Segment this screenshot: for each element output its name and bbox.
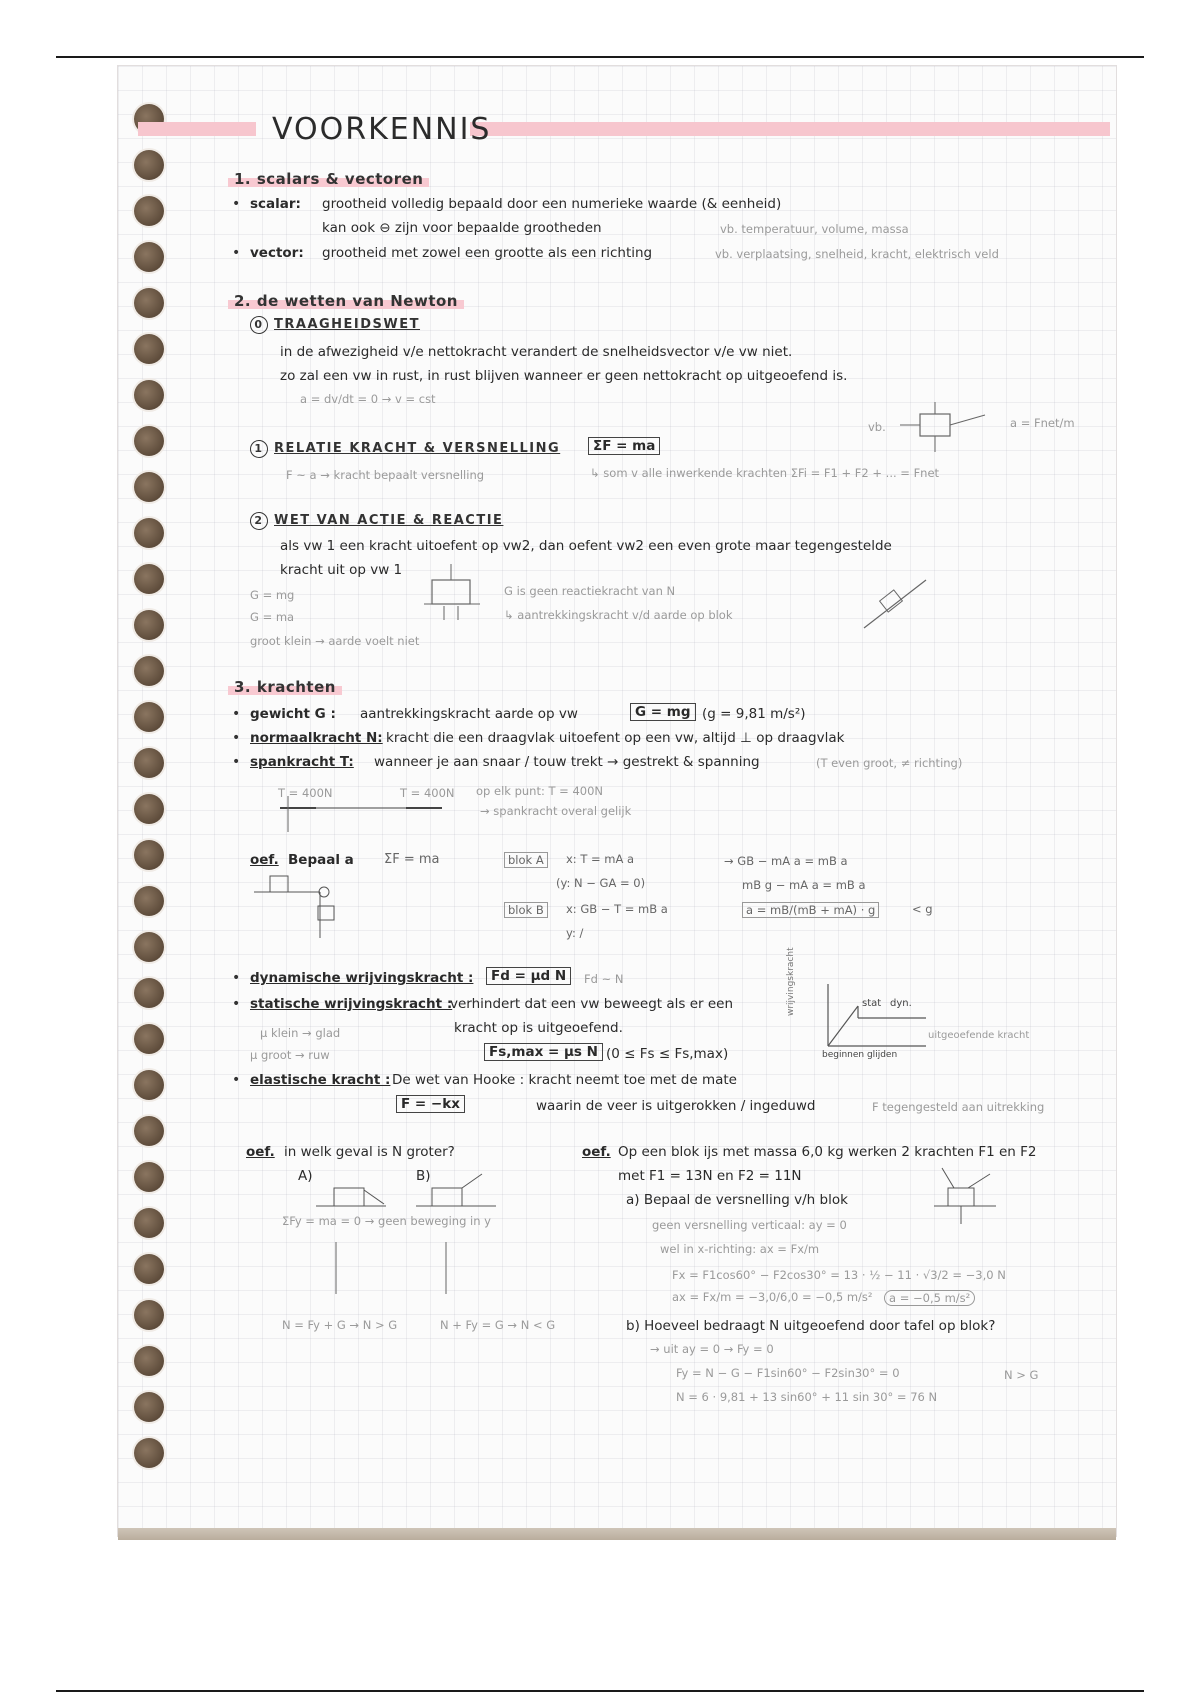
- res-3: a = mB/(mB + mA) · g: [742, 902, 879, 918]
- blok-b-x: x: GB − T = mB a: [566, 902, 668, 916]
- law1-formula: ΣF = ma: [588, 438, 660, 454]
- oef2-force-diagrams: [296, 1236, 476, 1302]
- sec1-heading: 1. scalars & vectoren: [228, 170, 429, 188]
- span-text: wanneer je aan snaar / touw trekt → gestrekt & spanning: [374, 754, 760, 770]
- binder-hole: [134, 242, 164, 272]
- oef1-sum: ΣF = ma: [384, 852, 440, 867]
- elast-text2: waarin de veer is uitgerokken / ingeduwd: [536, 1098, 816, 1114]
- law2-g3: groot klein → aarde voelt niet: [250, 634, 420, 648]
- binder-hole: [134, 978, 164, 1008]
- graph-y-label: wrijvingskracht: [786, 947, 796, 1016]
- page-title: VOORKENNIS: [272, 112, 492, 147]
- binder-hole: [134, 1392, 164, 1422]
- binder-hole: [134, 1438, 164, 1468]
- span-label: spankracht T:: [250, 754, 354, 770]
- stat-formula: Fs,max = μs N: [484, 1044, 603, 1060]
- top-rule: [56, 56, 1144, 58]
- binder-hole: [134, 886, 164, 916]
- binder-hole: [134, 702, 164, 732]
- oef2-diagrams: [316, 1170, 536, 1216]
- vector-text: grootheid met zowel een grootte als een richting: [322, 245, 653, 261]
- law1-title: 1 RELATIE KRACHT & VERSNELLING: [250, 440, 560, 458]
- oef3-qa3: Fx = F1cos60° − F2cos30° = 13 · ½ − 11 · √3/2 = −3,0 N: [672, 1268, 1006, 1282]
- binder-hole: [134, 794, 164, 824]
- blok-a-x: x: T = mA a: [566, 852, 635, 866]
- law0-line1: in de afwezigheid v/e nettokracht verandert de snelheidsvector v/e vw niet.: [280, 344, 793, 360]
- oef2-question: in welk geval is N groter?: [284, 1144, 455, 1160]
- oef3-qa5: a = −0,5 m/s²: [884, 1290, 975, 1306]
- binder-hole: [134, 288, 164, 318]
- binder-hole: [134, 334, 164, 364]
- law0-formula: a = dv/dt = 0 → v = cst: [300, 392, 436, 406]
- law2-g2: G = ma: [250, 610, 295, 624]
- binder-hole: [134, 656, 164, 686]
- dyn-note: Fd ~ N: [584, 972, 624, 986]
- gewicht-label: gewicht G :: [250, 706, 336, 722]
- law1-sum: ↳ som v alle inwerkende krachten ΣFi = F1 + F2 + ... = Fnet: [590, 466, 940, 480]
- oef2-res-b: N + Fy = G → N < G: [440, 1318, 556, 1332]
- binder-hole: [134, 1346, 164, 1376]
- law0-title: 0 TRAAGHEIDSWET: [250, 316, 420, 334]
- binder-hole: [134, 1254, 164, 1284]
- friction-graph: [814, 980, 934, 1060]
- bullet: •: [232, 754, 241, 770]
- law0-block-diagram: [890, 400, 1000, 456]
- oef1-label: oef.: [250, 852, 279, 868]
- oef3-qb3: N = 6 · 9,81 + 13 sin60° + 11 sin 30° = 76 N: [676, 1390, 938, 1404]
- vector-example: vb. verplaatsing, snelheid, kracht, elektrisch veld: [715, 247, 999, 261]
- sheet-edge: [118, 1528, 1116, 1540]
- oef2-label: oef.: [246, 1144, 275, 1160]
- span-note: (T even groot, ≠ richting): [816, 756, 963, 770]
- sec3-heading: 3. krachten: [228, 678, 342, 696]
- mu-note-2: μ groot → ruw: [250, 1048, 330, 1062]
- binder-hole: [134, 1162, 164, 1192]
- stat-range: (0 ≤ Fs ≤ Fs,max): [606, 1046, 729, 1062]
- graph-stat: stat: [862, 998, 882, 1009]
- oef1-pulley-diagram: [254, 872, 354, 942]
- gewicht-formula: G = mg: [630, 704, 696, 720]
- bullet: •: [232, 196, 241, 212]
- oef3-qa2: wel in x-richting: ax = Fx/m: [660, 1242, 820, 1256]
- law0-vb: vb.: [868, 420, 886, 434]
- binder-hole: [134, 1024, 164, 1054]
- oef3-block-diagram: [930, 1164, 1000, 1228]
- oef3-qb1: → uit ay = 0 → Fy = 0: [650, 1342, 774, 1356]
- binder-hole: [134, 932, 164, 962]
- oef3-line2: met F1 = 13N en F2 = 11N: [618, 1168, 802, 1184]
- graph-x2-label: beginnen glijden: [822, 1050, 898, 1060]
- span-equal: → spankracht overal gelijk: [480, 804, 632, 818]
- scalar-label: scalar:: [250, 196, 301, 212]
- elast-text1: De wet van Hooke : kracht neemt toe met de mate: [392, 1072, 737, 1088]
- oef3-qb-side: N > G: [1004, 1368, 1039, 1382]
- oef3-qa1: geen versnelling verticaal: ay = 0: [652, 1218, 847, 1232]
- bottom-rule: [56, 1690, 1144, 1692]
- gewicht-g: (g = 9,81 m/s²): [702, 706, 806, 722]
- binder-hole: [134, 518, 164, 548]
- law1-note: F ~ a → kracht bepaalt versnelling: [286, 468, 485, 482]
- binder-hole: [134, 748, 164, 778]
- binder-hole: [134, 840, 164, 870]
- law2-line1: als vw 1 een kracht uitoefent op vw2, dan oefent vw2 een even grote maar tegengestelde: [280, 538, 892, 554]
- gewicht-text: aantrekkingskracht aarde op vw: [360, 706, 578, 722]
- law2-g1: G = mg: [250, 588, 295, 602]
- binder-hole: [134, 564, 164, 594]
- binder-hole: [134, 1300, 164, 1330]
- law2-n1: G is geen reactiekracht van N: [504, 584, 676, 598]
- res-4: < g: [912, 902, 933, 916]
- oef3-line1: Op een blok ijs met massa 6,0 kg werken 2 krachten F1 en F2: [618, 1144, 1037, 1160]
- oef3-qa: a) Bepaal de versnelling v/h blok: [626, 1192, 848, 1208]
- elast-note: F tegengesteld aan uitrekking: [872, 1100, 1045, 1114]
- oef3-label: oef.: [582, 1144, 611, 1160]
- elast-formula: F = −kx: [396, 1096, 465, 1112]
- notebook-sheet: [118, 66, 1116, 1536]
- oef2-a: A): [298, 1168, 313, 1184]
- oef1-title: Bepaal a: [288, 852, 354, 868]
- binder-hole: [134, 150, 164, 180]
- stat-label: statische wrijvingskracht :: [250, 996, 453, 1012]
- dyn-label: dynamische wrijvingskracht :: [250, 970, 474, 986]
- stat-text1: verhindert dat een vw beweegt als er een: [450, 996, 734, 1012]
- bullet: •: [232, 706, 241, 722]
- stat-text2: kracht op is uitgeoefend.: [454, 1020, 623, 1036]
- oef2-res-a: N = Fy + G → N > G: [282, 1318, 398, 1332]
- binder-hole: [134, 1208, 164, 1238]
- binder-hole: [134, 426, 164, 456]
- dyn-formula: Fd = μd N: [486, 968, 571, 984]
- binder-hole: [134, 610, 164, 640]
- binder-hole: [134, 472, 164, 502]
- bullet: •: [232, 996, 241, 1012]
- law2-incline-diagram: [860, 576, 930, 632]
- binder-hole: [134, 380, 164, 410]
- bullet: •: [232, 1072, 241, 1088]
- bullet: •: [232, 245, 241, 261]
- law0-line2: zo zal een vw in rust, in rust blijven wanneer er geen nettokracht op uitgeoefend is.: [280, 368, 848, 384]
- oef3-qb: b) Hoeveel bedraagt N uitgeoefend door tafel op blok?: [626, 1318, 996, 1334]
- bullet: •: [232, 730, 241, 746]
- oef3-qb2: Fy = N − G − F1sin60° − F2sin30° = 0: [676, 1366, 900, 1380]
- res-2: mB g − mA a = mB a: [742, 878, 866, 892]
- graph-x-label: uitgeoefende kracht: [928, 1030, 1030, 1041]
- law2-n2: ↳ aantrekkingskracht v/d aarde op blok: [504, 608, 733, 622]
- mu-note-1: μ klein → glad: [260, 1026, 341, 1040]
- rope-force-right: T = 400N: [400, 786, 455, 800]
- oef2-b: B): [416, 1168, 431, 1184]
- oef2-sum: ΣFy = ma = 0 → geen beweging in y: [282, 1214, 491, 1228]
- binder-holes: [134, 104, 174, 1484]
- blok-b-y: y: /: [566, 926, 584, 940]
- blok-a-label: blok A: [504, 852, 548, 868]
- oef3-qa4: ax = Fx/m = −3,0/6,0 = −0,5 m/s²: [672, 1290, 873, 1304]
- scalar-example: vb. temperatuur, volume, massa: [720, 222, 909, 236]
- law2-line2: kracht uit op vw 1: [280, 562, 403, 578]
- law2-block-diagram: [424, 560, 480, 624]
- binder-hole: [134, 1116, 164, 1146]
- scalar-note: kan ook ⊖ zijn voor bepaalde grootheden: [322, 220, 602, 236]
- scalar-text: grootheid volledig bepaald door een numerieke waarde (& eenheid): [322, 196, 782, 212]
- elast-label: elastische kracht :: [250, 1072, 391, 1088]
- title-highlight-right: [470, 122, 1110, 136]
- normaal-label: normaalkracht N:: [250, 730, 383, 746]
- bullet: •: [232, 970, 241, 986]
- vector-label: vector:: [250, 245, 304, 261]
- law0-a-formula: a = Fnet/m: [1010, 416, 1075, 430]
- law2-title: 2 WET VAN ACTIE & REACTIE: [250, 512, 503, 530]
- normaal-text: kracht die een draagvlak uitoefent op een vw, altijd ⊥ op draagvlak: [386, 730, 845, 746]
- blok-b-label: blok B: [504, 902, 548, 918]
- res-1: → GB − mA a = mB a: [724, 854, 848, 868]
- span-point: op elk punt: T = 400N: [476, 784, 604, 798]
- rope-force-left: T = 400N: [278, 786, 333, 800]
- title-highlight-left: [138, 122, 256, 136]
- binder-hole: [134, 196, 164, 226]
- blok-a-y: (y: N − GA = 0): [556, 876, 646, 890]
- sec2-heading: 2. de wetten van Newton: [228, 292, 464, 310]
- binder-hole: [134, 1070, 164, 1100]
- graph-dyn: dyn.: [890, 998, 912, 1009]
